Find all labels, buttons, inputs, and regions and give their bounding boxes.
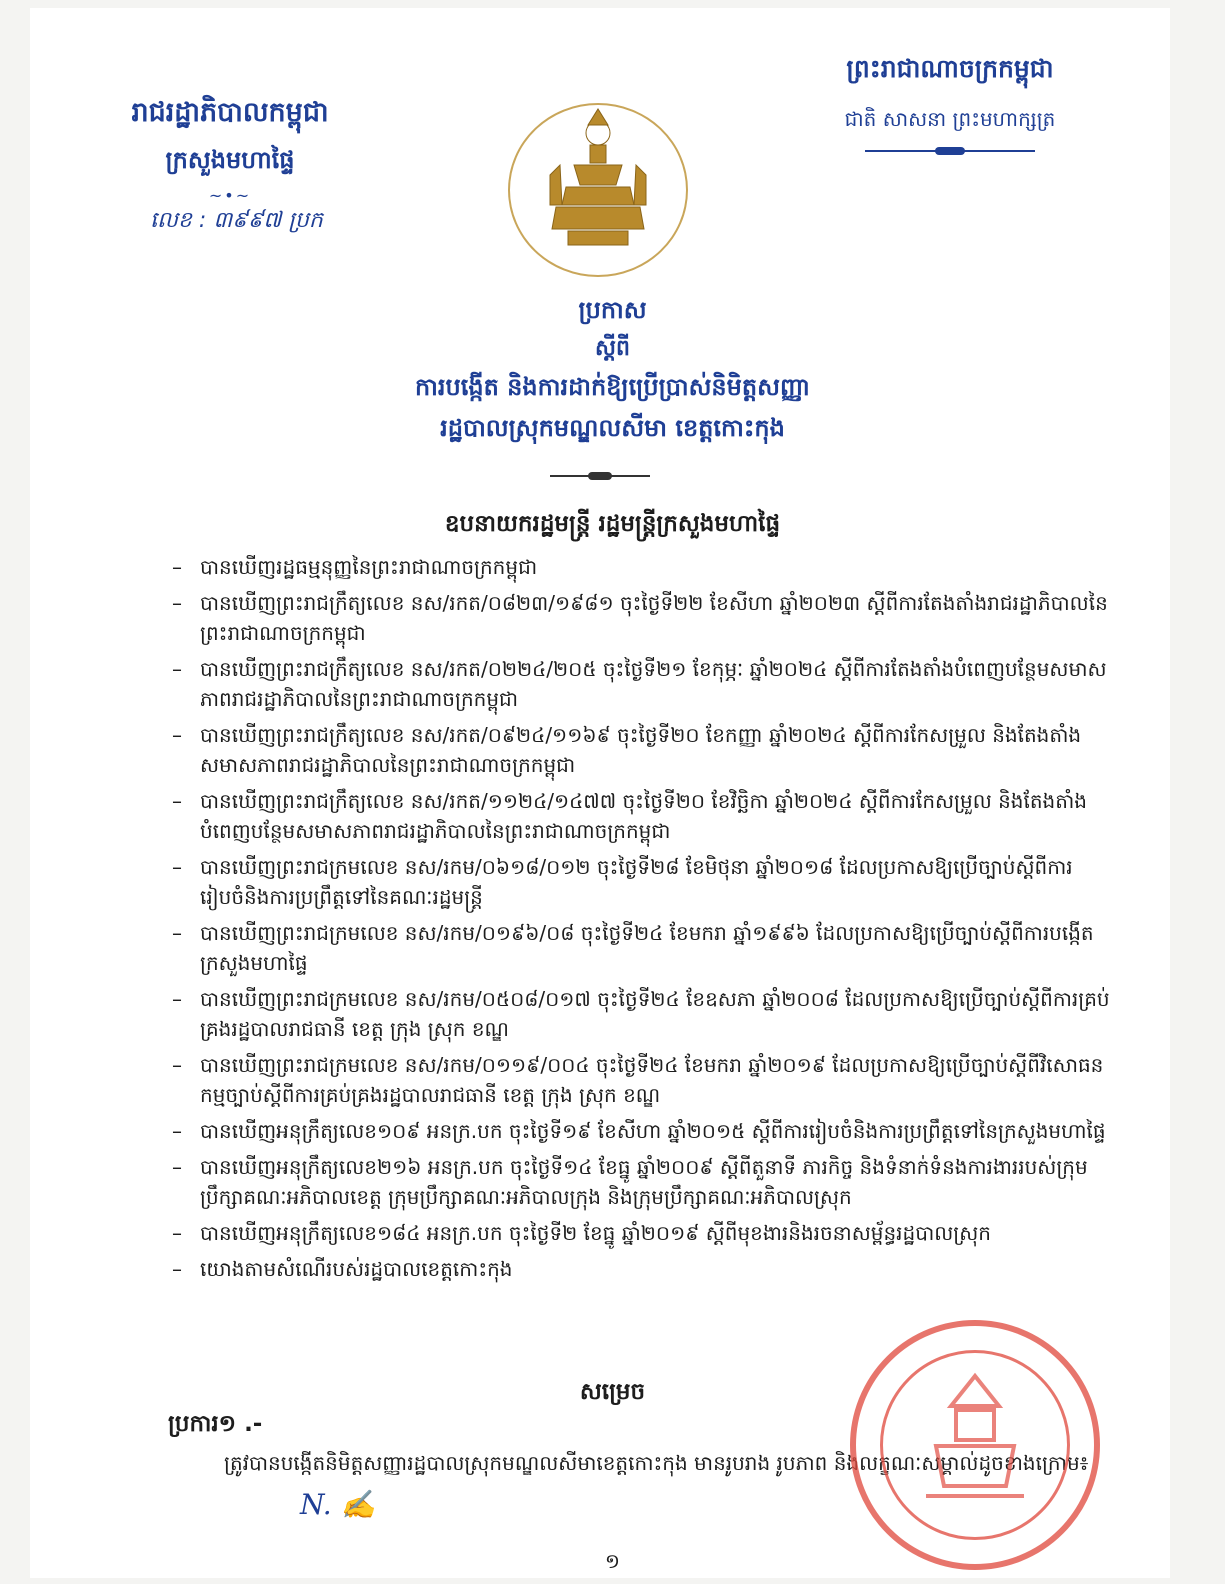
list-item: – បានឃើញព្រះរាជក្រមលេខ នស/រកម/០១១៩/០០៤ ចុះថ្ងៃទី២៤ ខែមករា ឆ្នាំ២០១៩ ដែលប្រកាសឱ្យប្រើច្បាប់ស្តីពីវិសោធនកម្មច្បាប់ស្តីពីការគ្រប់គ្រងរដ្ឋបាលរាជធានី ខេត្ត ក្រុង ស្រុក ខណ្ឌ <box>172 1053 1104 1107</box>
motto-divider <box>865 150 1035 152</box>
doc-about: ស្តីពី <box>595 336 630 361</box>
minister-title: ឧបនាយករដ្ឋមន្ត្រី រដ្ឋមន្ត្រីក្រសួងមហាផ្ទៃ <box>444 511 781 537</box>
list-item: – បានឃើញព្រះរាជក្រមលេខ នស/រកម/០១៩៦/០៨ ចុះថ្ងៃទី២៤ ខែមករា ឆ្នាំ១៩៩៦ ដែលប្រកាសឱ្យប្រើច្បាប់ស្តីពីការបង្កើតក្រសួងមហាផ្ទៃ <box>172 921 1094 975</box>
article-text: ត្រូវបានបង្កើតនិមិត្តសញ្ញារដ្ឋបាលស្រុកមណ្ឌលសីមាខេត្តកោះកុង មានរូបរាង រូបភាព និងលក្ខណៈសម្គាល់ដូចខាងក្រោម៖ <box>224 1451 1089 1475</box>
doc-type: ប្រកាស <box>578 296 647 324</box>
reference-value: ៣៩៩៧ ប្រក <box>213 208 323 233</box>
header-left <box>110 96 350 205</box>
kingdom-name: ព្រះរាជាណាចក្រកម្ពុជា <box>846 54 1054 83</box>
list-item: – បានឃើញព្រះរាជក្រមលេខ នស/រកម/០៦១៨/០១២ ចុះថ្ងៃទី២៨ ខែមិថុនា ឆ្នាំ២០១៨ ដែលប្រកាសឱ្យប្រើច្បាប់ស្តីពីការរៀបចំនិងការប្រព្រឹត្តទៅនៃគណៈរដ្ឋមន្ត្រី <box>172 855 1073 909</box>
ministry-name: ក្រសួងមហាផ្ទៃ <box>165 146 295 174</box>
reference-number <box>150 206 323 238</box>
list-item: – បានឃើញអនុក្រឹត្យលេខ១៨៤ អនក្រ.បក ចុះថ្ងៃទី២ ខែធ្នូ ឆ្នាំ២០១៩ ស្តីពីមុខងារនិងរចនាសម្ព័ន្ធរដ្ឋបាលស្រុក <box>172 1221 991 1245</box>
ministry-seal-emblem <box>508 103 688 277</box>
list-item: – បានឃើញអនុក្រឹត្យលេខ១០៩ អនក្រ.បក ចុះថ្ងៃទី១៩ ខែសីហា ឆ្នាំ២០១៥ ស្តីពីការរៀបចំនិងការប្រព្រឹត្តទៅនៃក្រសួងមហាផ្ទៃ <box>172 1119 1106 1143</box>
list-item: – បានឃើញអនុក្រឹត្យលេខ២១៦ អនក្រ.បក ចុះថ្ងៃទី១៤ ខែធ្នូ ឆ្នាំ២០០៩ ស្តីពីតួនាទី ភារកិច្ច និងទំនាក់ទំនងការងាររបស់ក្រុមប្រឹក្សាគណៈអភិបាលខេត្ត ក្រុមប្រឹក្សាគណៈអភិបាលក្រុង និងក្រុមប្រឹក្សាគណៈអភិបាលស្រុក <box>172 1155 1088 1209</box>
list-item: – បានឃើញរដ្ឋធម្មនុញ្ញនៃព្រះរាជាណាចក្រកម្ពុជា <box>172 555 538 579</box>
header-right <box>800 54 1100 152</box>
page-number: ១ <box>604 1549 621 1573</box>
list-item: – បានឃើញព្រះរាជក្រឹត្យលេខ នស/រកត/១១២៤/១៤៧៧ ចុះថ្ងៃទី២០ ខែវិច្ឆិកា ឆ្នាំ២០២៤ ស្តីពីការកែសម្រួល និងតែងតាំងបំពេញបន្ថែមសមាសភាពរាជរដ្ឋាភិបាលនៃព្រះរាជាណាចក្រកម្ពុជា <box>172 789 1087 843</box>
list-item: – បានឃើញព្រះរាជក្រឹត្យលេខ នស/រកត/០៩២៤/១១៦៩ ចុះថ្ងៃទី២០ ខែកញ្ញា ឆ្នាំ២០២៤ ស្តីពីការកែសម្រួល និងតែងតាំងសមាសភាពរាជរដ្ឋាភិបាលនៃព្រះរាជាណាចក្រកម្ពុជា <box>172 723 1082 777</box>
list-item: – បានឃើញព្រះរាជក្រឹត្យលេខ នស/រកត/០២២៤/២០៥ ចុះថ្ងៃទី២១ ខែកុម្ភៈ ឆ្នាំ២០២៤ ស្តីពីការតែងតាំងបំពេញបន្ថែមសមាសភាពរាជរដ្ឋាភិបាលនៃព្រះរាជាណាចក្រកម្ពុជា <box>172 657 1107 711</box>
reference-label: លេខ : <box>150 208 207 233</box>
title-line-2: រដ្ឋបាលស្រុកមណ្ឌលសីមា ខេត្តកោះកុង <box>440 414 785 442</box>
references-list <box>172 552 1112 1290</box>
national-motto: ជាតិ សាសនា ព្រះមហាក្សត្រ <box>844 107 1056 131</box>
government-name: រាជរដ្ឋាភិបាលកម្ពុជា <box>131 97 329 128</box>
stamp-emblem-icon <box>856 1326 1094 1564</box>
article-heading: ប្រការ១ .- <box>168 1411 263 1437</box>
ornament: ~•~ <box>208 186 252 205</box>
title-line-1: ការបង្កើត និងការដាក់ឱ្យប្រើប្រាស់និមិត្តសញ្ញា <box>415 373 810 401</box>
emblem-icon <box>510 105 686 275</box>
list-item: – បានឃើញព្រះរាជក្រមលេខ នស/រកម/០៥០៨/០១៧ ចុះថ្ងៃទី២៤ ខែឧសភា ឆ្នាំ២០០៨ ដែលប្រកាសឱ្យប្រើច្បាប់ស្តីពីការគ្រប់គ្រងរដ្ឋបាលរាជធានី ខេត្ត ក្រុង ស្រុក ខណ្ឌ <box>172 987 1110 1041</box>
list-item: – យោងតាមសំណើរបស់រដ្ឋបាលខេត្តកោះកុង <box>172 1257 513 1281</box>
document-title <box>0 295 1225 448</box>
handwritten-initials: N. ✍ <box>300 1488 376 1521</box>
title-divider <box>550 475 650 477</box>
official-red-stamp <box>850 1320 1100 1570</box>
list-item: – បានឃើញព្រះរាជក្រឹត្យលេខ នស/រកត/០៨២៣/១៩៨១ ចុះថ្ងៃទី២២ ខែសីហា ឆ្នាំ២០២៣ ស្តីពីការតែងតាំងរាជរដ្ឋាភិបាលនៃព្រះរាជាណាចក្រកម្ពុជា <box>172 591 1108 645</box>
decision-heading: សម្រេច <box>579 1379 646 1405</box>
